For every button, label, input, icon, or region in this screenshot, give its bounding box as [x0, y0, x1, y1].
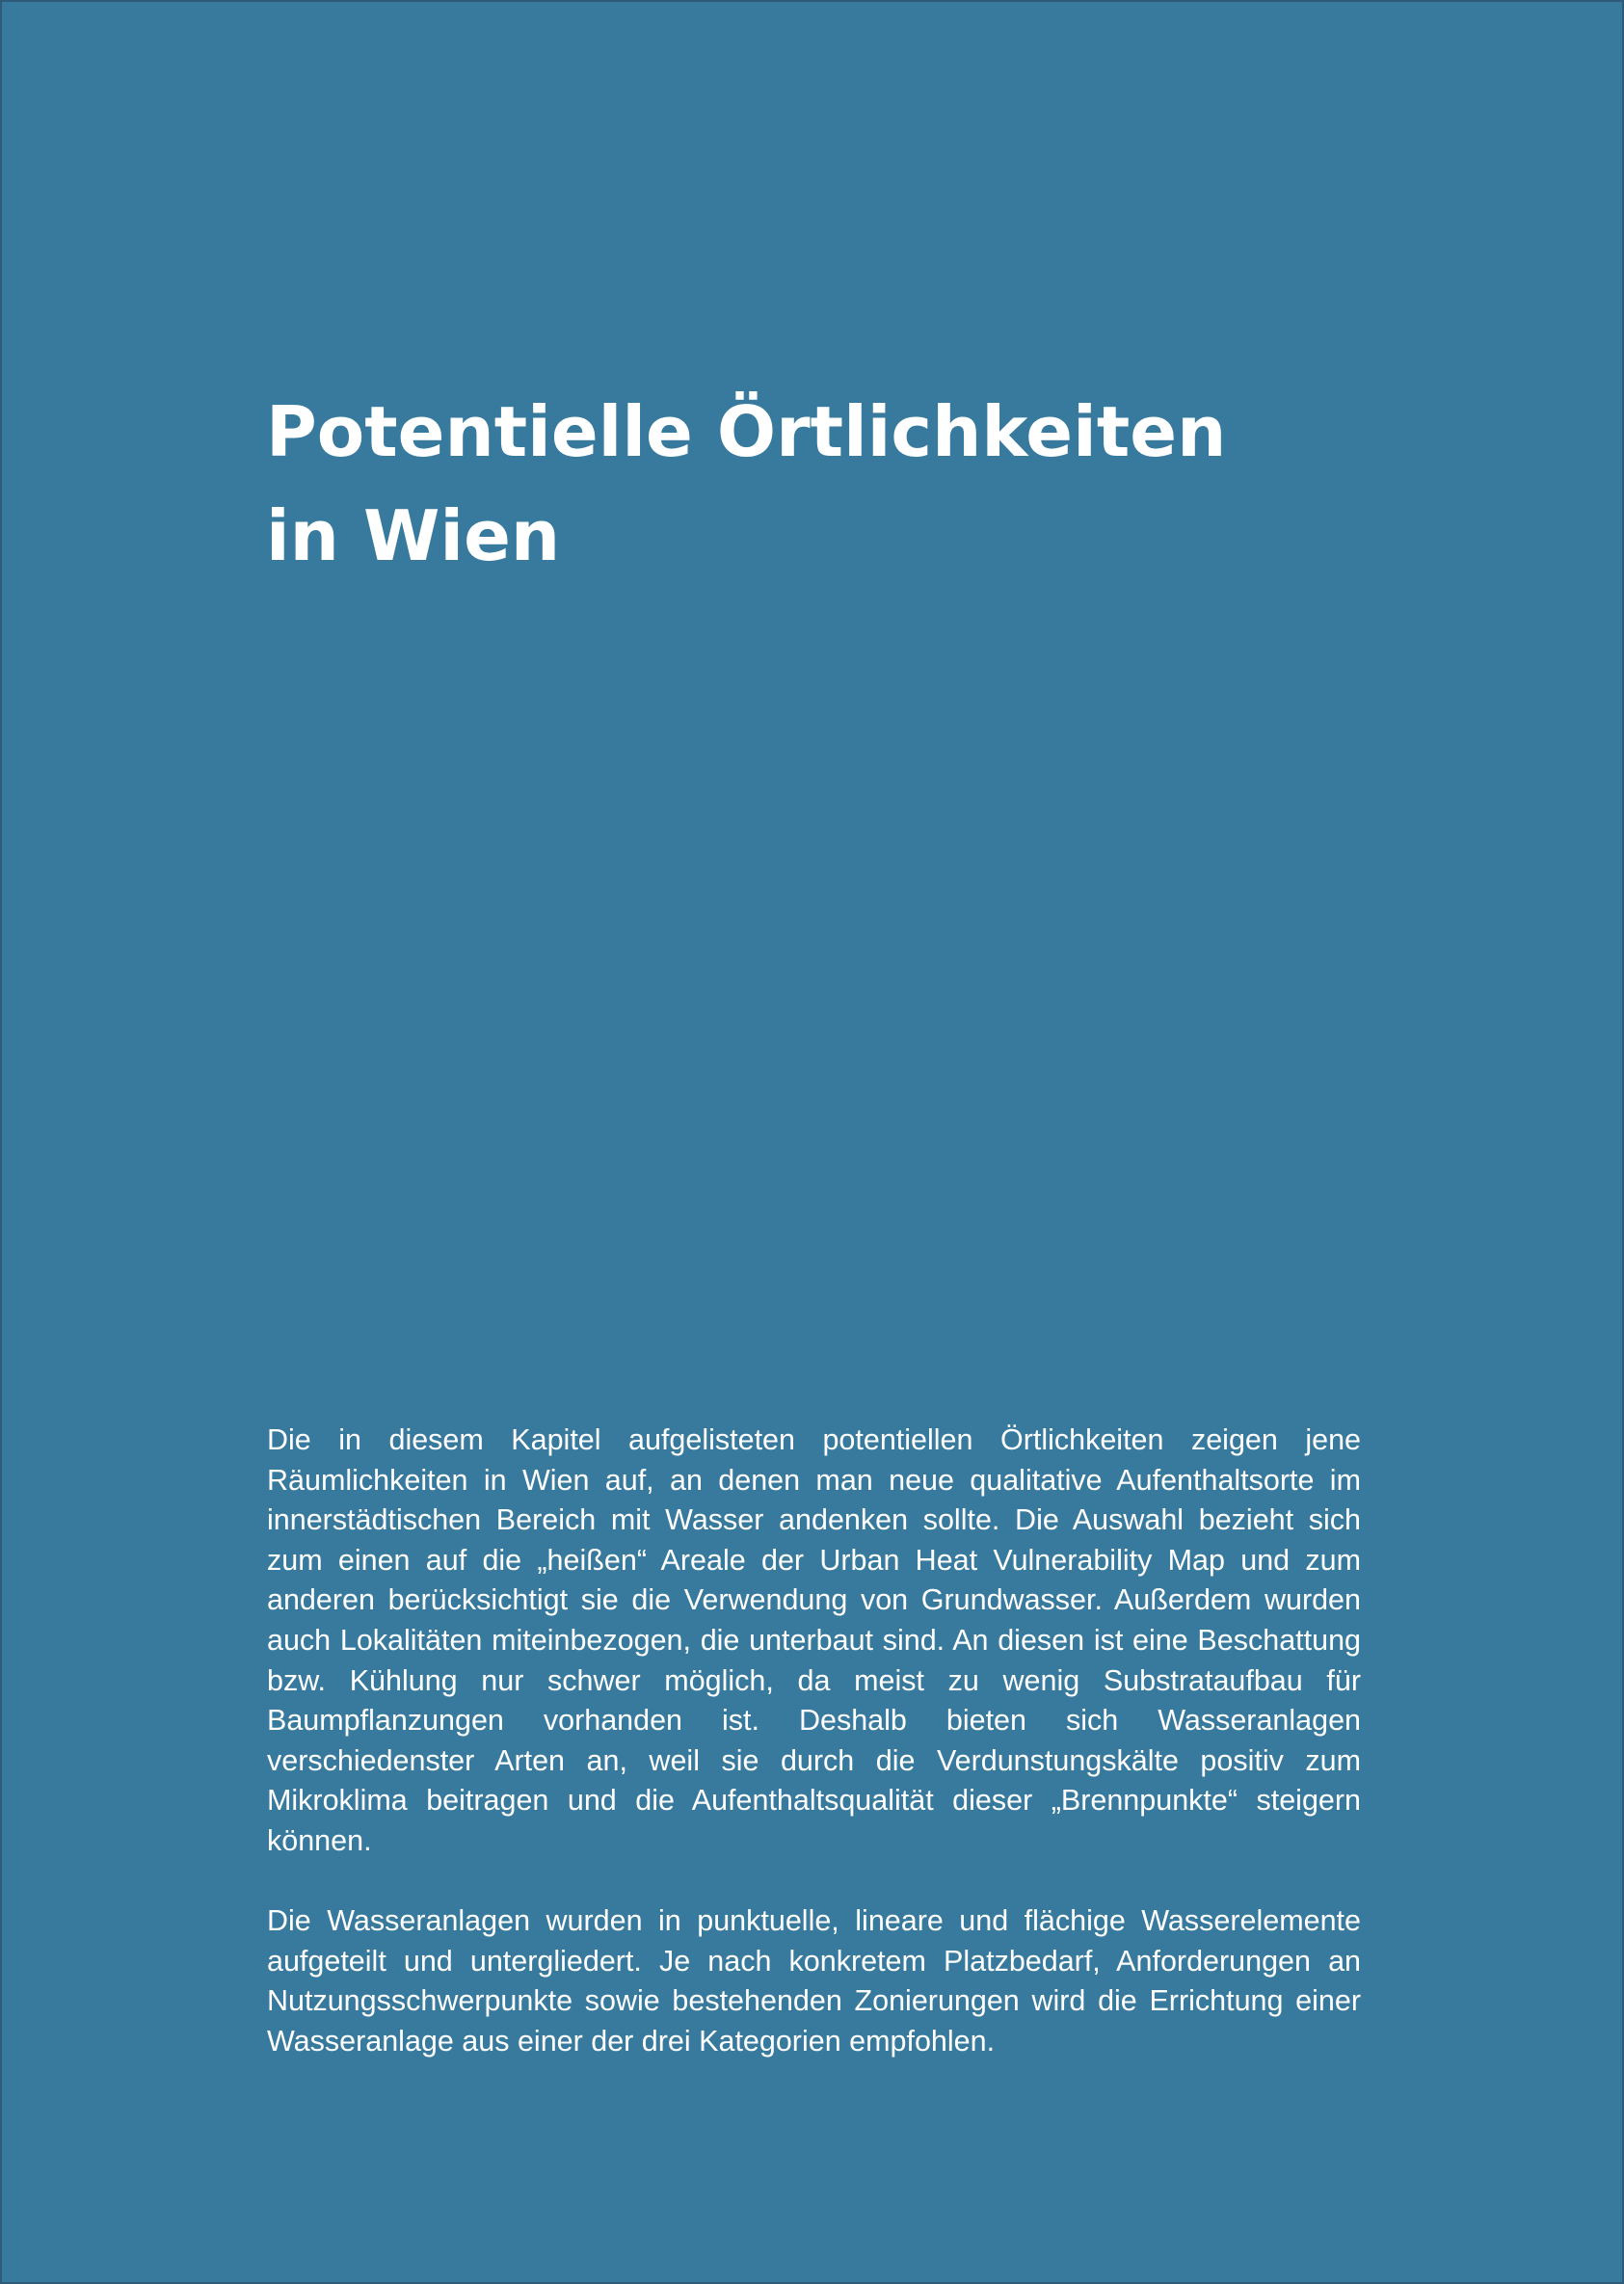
chapter-intro	[267, 1421, 1361, 2062]
intro-paragraph-2: Die Wasseranlagen wurden in punktuelle, lineare und flächige Wasserelemente aufgeteilt und untergliedert. Je nach konkretem Platzbedarf, Anforderungen an Nutzungsschwerpunkte sowie bestehenden Zonierungen wird die Errichtung einer Wasseranlage aus einer der drei Kategorien empfohlen.	[267, 1904, 1361, 2058]
intro-paragraph-1: Die in diesem Kapitel aufgelisteten potentiellen Örtlichkeiten zeigen jene Räumlichkeiten in Wien auf, an denen man neue qualitative Aufenthaltsorte im innerstädtischen Bereich mit Wasser andenken sollte. Die Auswahl bezieht sich zum einen auf die „heißen“ Areale der Urban Heat Vulnerability Map und zum anderen berücksichtigt sie die Verwendung von Grundwasser. Außerdem wurden auch Lokalitäten miteinbezogen, die unterbaut sind. An diesen ist eine Beschattung bzw. Kühlung nur schwer möglich, da meist zu wenig Substrataufbau für Baumpflanzungen vorhanden ist. Deshalb bieten sich Wasseranlagen verschiedenster Arten an, weil sie durch die Verdunstungskälte positiv zum Mikroklima beitragen und die Aufenthaltsqualität dieser „Brennpunkte“ steigern können.	[267, 1423, 1361, 1857]
chapter-title	[266, 380, 1384, 588]
chapter-title-line-1: Potentielle Örtlichkeiten	[266, 391, 1227, 472]
chapter-title-line-2: in Wien	[266, 495, 561, 576]
